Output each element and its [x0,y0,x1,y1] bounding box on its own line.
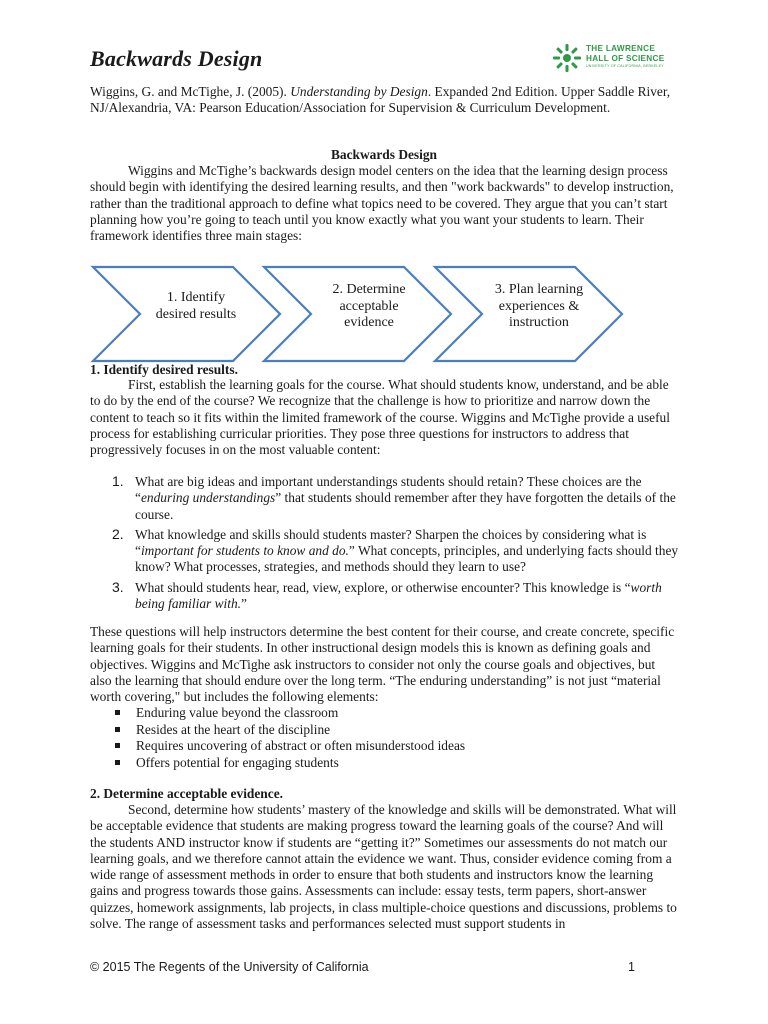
section-1-paragraph: First, establish the learning goals for the course. What should students know, understand, and be able to do by the end of the course? We recognize that the challenge is how to prioritize and narrow down the content to teach so it fits within the limited framework of the course. Wiggins and McTighe provide a useful process for establishing curricular priorities. They pose three questions for instructors to address that progressively focuses in on the most valuable content: [90,377,670,458]
list-item: Requires uncovering of abstract or often misunderstood ideas [112,738,612,755]
stage-3-label: 3. Plan learning experiences & instruction [494,282,584,330]
section-2-heading: 2. Determine acceptable evidence. [90,786,283,801]
bullet-square-icon [115,760,120,765]
section-1-paragraph-2: These questions will help instructors determine the best content for their course, and create concrete, specific learning goals for their students. In other instructional design models this is known as defining goals and objectives. Wiggins and McTighe ask instructors to consider not only the course goals and objectives, but also the learning that should endure over the long term. “The enduring understanding” is not just “material worth covering," but includes the following elements: [90,624,675,705]
intro-paragraph: Wiggins and McTighe’s backwards design model centers on the idea that the learning design process should begin with identifying the desired learning results, and then "work backwards" to develop instruction, rather than the traditional approach to define what topics need to be covered. They argue that you can’t start planning how you’re going to teach until you know exactly what you want your students to learn. Their framework identifies three main stages: [90,163,674,244]
section-heading-backwards-design: Backwards Design [330,147,438,162]
page-number: 1 [628,960,635,974]
list-item: 1. What are big ideas and important understandings students should retain? These choices are the “enduring understandings” that students should remember after they have forgotten the details of the course. [112,473,676,522]
list-item: Enduring value beyond the classroom [112,705,612,722]
enduring-elements-list [112,705,612,772]
lawrence-hall-logo [552,43,682,75]
citation [90,84,680,116]
bullet-square-icon [115,710,120,715]
logo-line-1: THE LAWRENCE [586,44,656,53]
citation-authors: Wiggins, G. and McTighe, J. (2005). [90,84,291,99]
page-footer [90,960,635,974]
guiding-questions-list [112,474,680,612]
list-item: Offers potential for engaging students [112,755,612,772]
stage-2-label: 2. Determine acceptable evidence [332,282,406,330]
logo-wordmark [586,44,665,63]
bullet-square-icon [115,727,120,732]
list-item: Resides at the heart of the discipline [112,722,612,739]
logo-subtitle: UNIVERSITY OF CALIFORNIA, BERKELEY [586,64,664,68]
section-1-heading: 1. Identify desired results. [90,362,238,377]
stage-1-label: 1. Identify desired results [155,290,237,322]
three-stage-diagram [88,264,628,364]
section-2-paragraph: Second, determine how students’ mastery of the knowledge and skills will be demonstrated. What will be acceptable evidence that students are making progress toward the learning goals of the course? And will the students AND instructor know if students are “getting it?” Sometimes our assessments do not match our learning goals, and we therefore cannot attain the evidence we want. Thus, consider evidence coming from a wide range of assessment methods in order to ensure that both students and instructors know the learning gains and progress towards those gains. Assessments can include: essay tests, term papers, short-answer quizzes, homework assignments, lab projects, in class multiple-choice questions and discussions, problems to solve. The range of assessment tasks and performances selected must support students in [90,802,677,932]
list-item: 3. What should students hear, read, view, explore, or otherwise encounter? This knowledge is “worth being familiar with.” [112,578,662,612]
citation-publisher: . Expanded 2nd Edition. Upper Saddle River, NJ/Alexandria, VA: Pearson Education/Association for Supervision & Curriculum Development. [90,84,671,115]
list-item: 2. What knowledge and skills should students master? Sharpen the choices by considering what is “important for students to know and do.” What concepts, principles, and underlying facts should they know? What processes, strategies, and methods should they learn to use? [112,525,679,575]
document-title: Backwards Design [90,46,263,71]
sunburst-logo-icon [552,43,582,73]
citation-book-title: Understanding by Design [290,84,428,99]
copyright-notice: © 2015 The Regents of the University of California [90,960,369,974]
bullet-square-icon [115,743,120,748]
logo-line-2: HALL OF SCIENCE [586,53,665,63]
